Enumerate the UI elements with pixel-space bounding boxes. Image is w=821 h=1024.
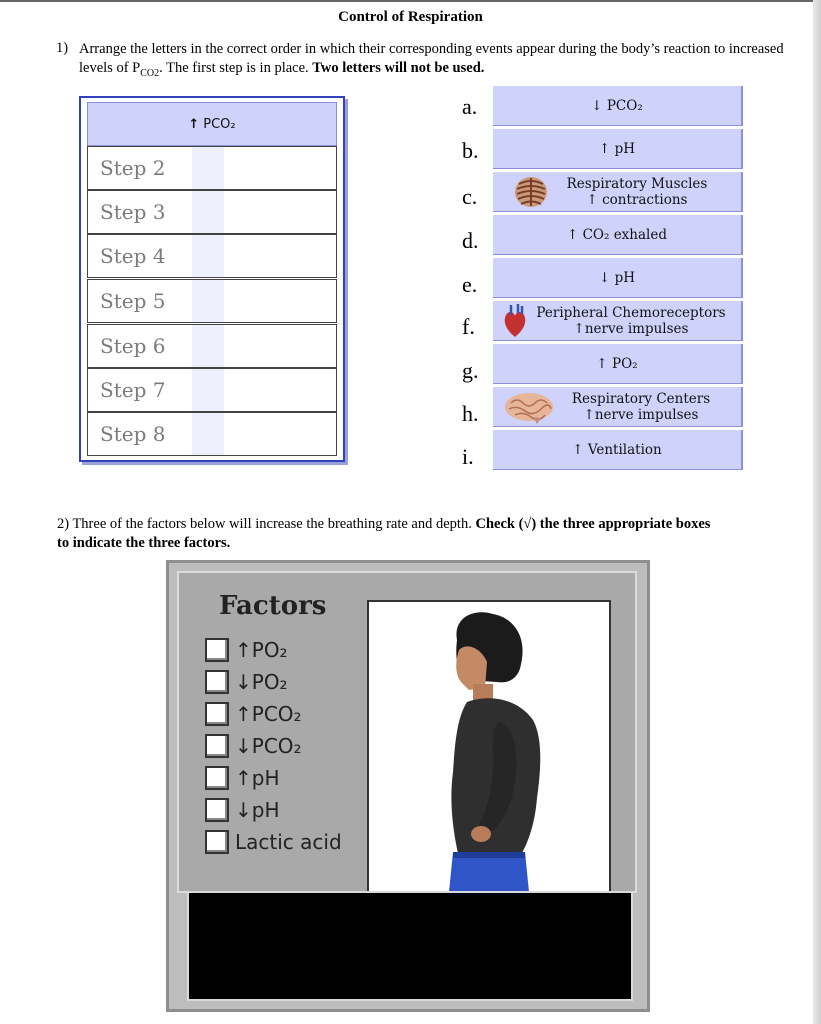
q1-text-part2: . The first step is in place. xyxy=(159,60,313,76)
step-row-7[interactable] xyxy=(87,368,337,412)
factor-checkbox[interactable] xyxy=(205,638,229,662)
brain-icon xyxy=(503,391,555,425)
factor-checkbox[interactable] xyxy=(205,766,229,790)
factor-checkbox[interactable] xyxy=(205,670,229,694)
drop-zone[interactable] xyxy=(192,280,224,322)
arrow-icon: ↑ xyxy=(596,355,608,372)
step-row-3[interactable] xyxy=(87,190,337,234)
step-label: Step 3 xyxy=(100,200,166,224)
arrow-icon: ↑ xyxy=(572,441,584,458)
person-illustration xyxy=(369,602,609,892)
step-row-5[interactable] xyxy=(87,279,337,323)
factors-heading: Factors xyxy=(219,591,327,621)
step1-cell xyxy=(87,102,337,146)
option-label: PCO₂ xyxy=(606,97,643,114)
factor-row[interactable] xyxy=(205,827,342,857)
option-label: pH xyxy=(614,140,636,157)
option-label: Respiratory Muscles xyxy=(566,175,708,192)
factors-panel xyxy=(166,560,650,1012)
factor-checkbox[interactable] xyxy=(205,702,229,726)
option-letter-g: g. xyxy=(462,358,479,383)
factor-label: ↓pH xyxy=(235,798,280,822)
option-letter-i: i. xyxy=(462,444,474,469)
heart-icon xyxy=(501,303,529,339)
feedback-display xyxy=(187,891,633,1001)
option-letter-a: a. xyxy=(462,94,478,119)
step1-label: PCO₂ xyxy=(203,116,236,132)
option-card-e[interactable] xyxy=(493,258,743,298)
factor-checkbox[interactable] xyxy=(205,798,229,822)
step-row-8[interactable] xyxy=(87,412,337,456)
option-label: pH xyxy=(614,269,636,286)
factor-row[interactable] xyxy=(205,699,302,729)
factor-row[interactable] xyxy=(205,635,288,665)
option-letter-h: h. xyxy=(462,401,479,426)
factor-label: ↑pH xyxy=(235,766,280,790)
option-card-g[interactable] xyxy=(493,344,743,384)
option-label: Ventilation xyxy=(587,441,662,458)
q1-number: 1) xyxy=(56,40,69,56)
factor-checkbox[interactable] xyxy=(205,830,229,854)
drop-zone[interactable] xyxy=(192,235,224,277)
page-right-edge xyxy=(813,0,821,1024)
option-label: CO₂ exhaled xyxy=(582,226,667,243)
factor-label: ↓PCO₂ xyxy=(235,734,302,758)
factor-row[interactable] xyxy=(205,667,288,697)
q1-text-bold: Two letters will not be used. xyxy=(312,60,485,76)
q2-text-normal: 2) Three of the factors below will increase the breathing rate and depth. xyxy=(57,516,476,532)
drop-zone[interactable] xyxy=(192,325,224,367)
q1-text-sub: CO2 xyxy=(140,67,160,79)
factors-inner-panel xyxy=(177,571,637,893)
factor-checkbox[interactable] xyxy=(205,734,229,758)
option-label: Respiratory Centers xyxy=(571,390,711,407)
q1-text xyxy=(79,40,799,83)
drop-zone[interactable] xyxy=(192,369,224,411)
step-label: Step 6 xyxy=(100,334,166,358)
q2-text-bold1: Check (√) the three appropriate boxes xyxy=(475,516,711,532)
option-card-i[interactable] xyxy=(493,430,743,470)
option-letter-f: f. xyxy=(462,314,475,339)
option-letter-c: c. xyxy=(462,184,478,209)
option-label: PO₂ xyxy=(612,355,638,372)
arrow-icon: ↓ xyxy=(598,269,611,286)
option-card-a[interactable] xyxy=(493,86,743,126)
ribcage-icon xyxy=(513,174,549,210)
option-sublabel: contractions xyxy=(602,191,688,208)
option-letter-d: d. xyxy=(462,228,479,253)
arrow-icon: ↑ xyxy=(598,140,611,157)
option-letter-e: e. xyxy=(462,272,478,297)
step1-arrow: ↑ xyxy=(188,116,200,132)
arrow-icon: ↑ xyxy=(583,406,595,423)
option-card-h[interactable] xyxy=(493,387,743,427)
factor-row[interactable] xyxy=(205,795,280,825)
page-title: Control of Respiration xyxy=(338,9,483,25)
q2-text xyxy=(57,515,807,553)
option-sublabel: nerve impulses xyxy=(594,406,699,423)
drop-zone[interactable] xyxy=(192,147,224,189)
step-label: Step 7 xyxy=(100,378,166,402)
option-card-d[interactable] xyxy=(493,215,743,255)
arrow-icon: ↑ xyxy=(566,226,579,243)
page-top-edge xyxy=(0,0,821,2)
step-label: Step 4 xyxy=(100,244,166,268)
factor-row[interactable] xyxy=(205,731,302,761)
q2-text-bold2: to indicate the three factors. xyxy=(57,535,231,551)
option-card-b[interactable] xyxy=(493,129,743,169)
person-image-frame xyxy=(367,600,611,894)
option-card-c[interactable] xyxy=(493,172,743,212)
step-row-4[interactable] xyxy=(87,234,337,278)
step-row-2[interactable] xyxy=(87,146,337,190)
steps-table xyxy=(79,96,345,462)
factor-label: ↑PO₂ xyxy=(235,638,288,662)
q1-text-part1: Arrange the letters in the correct order in which their corresponding events appear during the body’s reaction to increased levels of P xyxy=(79,41,784,76)
drop-zone[interactable] xyxy=(192,191,224,233)
drop-zone[interactable] xyxy=(192,413,224,455)
option-letter-b: b. xyxy=(462,138,479,163)
factor-label: ↑PCO₂ xyxy=(235,702,302,726)
factor-row[interactable] xyxy=(205,763,280,793)
step-label: Step 5 xyxy=(100,289,166,313)
factor-label: Lactic acid xyxy=(235,830,342,854)
option-label: Peripheral Chemoreceptors xyxy=(536,304,726,321)
arrow-icon: ↑ xyxy=(573,320,585,337)
step-label: Step 2 xyxy=(100,156,166,180)
factor-label: ↓PO₂ xyxy=(235,670,288,694)
step-label: Step 8 xyxy=(100,422,166,446)
arrow-icon: ↑ xyxy=(586,191,598,208)
arrow-icon: ↓ xyxy=(591,97,603,114)
option-card-f[interactable] xyxy=(493,301,743,341)
step-row-6[interactable] xyxy=(87,324,337,368)
option-sublabel: nerve impulses xyxy=(584,320,689,337)
